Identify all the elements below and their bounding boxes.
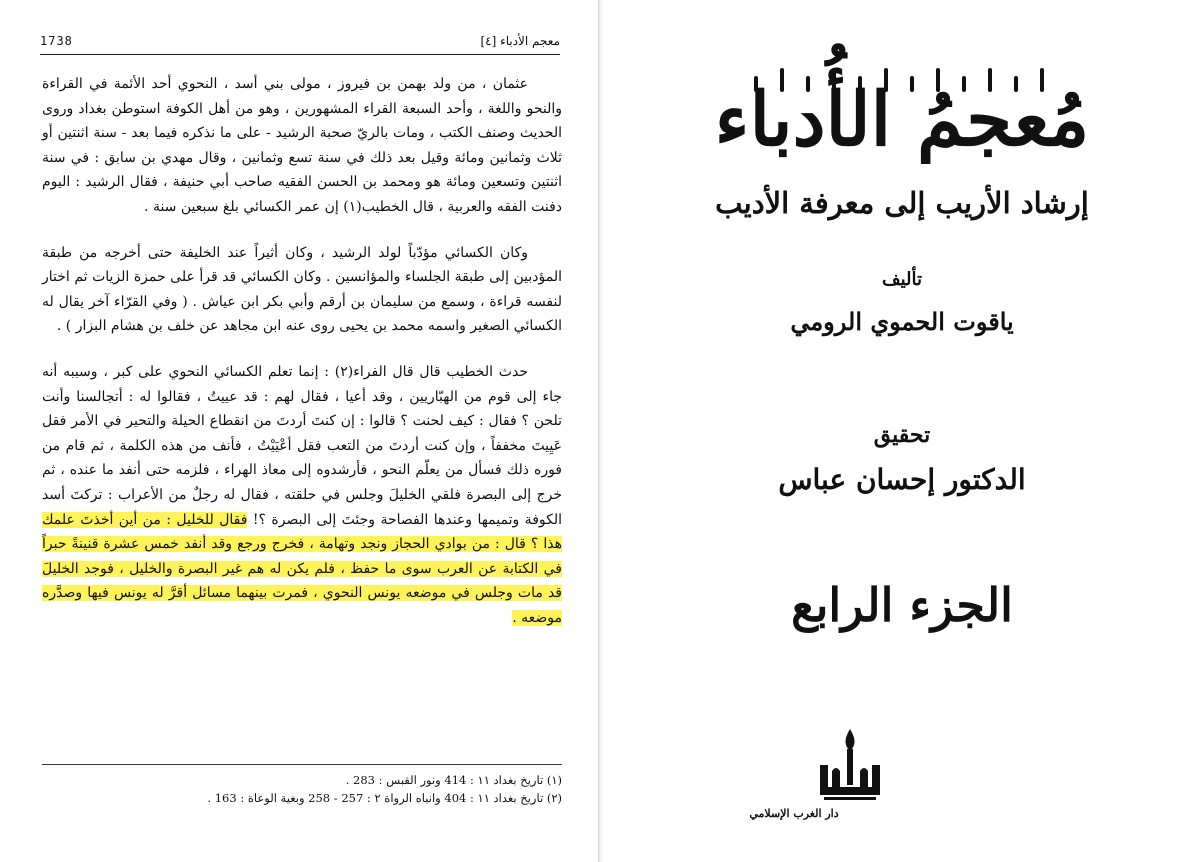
right-page xyxy=(604,0,1200,862)
editor-name: الدكتور إحسان عباس xyxy=(778,463,1026,496)
footnote: (١) تاريخ بغداد ١١ : 414 ونور القبس : 283 . xyxy=(345,773,562,787)
book-subtitle: إرشاد الأريب إلى معرفة الأديب xyxy=(715,186,1089,220)
footnotes xyxy=(42,764,562,807)
volume-label: الجزء الرابع xyxy=(791,578,1013,632)
body-text xyxy=(42,72,562,630)
footnote: (٢) تاريخ بغداد ١١ : 404 وانباه الرواة ٢ : 257 - 258 وبغية الوعاة : 163 . xyxy=(207,791,562,805)
paragraph-text: حدث الخطيب قال قال الفراء(٢) : إنما تعلم الكسائي النحوي على كبر ، وسببه أنه جاء إلى قوم من الهبّاريين ، وقد أعيا ، فقال لهم : قد عييتُ ، فقالوا له : أتجالسنا وأنت تلحن ؟ فقال : كيف لحنت ؟ قالوا : إن كنتَ أردتَ من انقطاع الحيلة والتحير في الأمر فقل عَيِيتَ مخففاً ، وإن كنت أردتَ من التعب فقل أعْيَيْتُ ، فأنف من هذه الكلمة ، ثم قام من فوره ذلك فسأل من يعلّم النحو ، فأرشدوه إلى معاذ الهراء ، فلزمه حتى أنفد ما عنده ، ثم خرج إلى البصرة فلقي الخليلَ وجلس في حلقته ، فقال له رجلٌ من الأعراب : تركتَ أسد الكوفة وتميمها وعندها الفصاحة وجئتَ إلى البصرة ؟! xyxy=(42,363,563,528)
publisher-logo-icon xyxy=(810,725,890,803)
paragraph: عثمان ، من ولد بهمن بن فيروز ، مولى بني أسد ، النحوي أحد الأئمة في القراءة والنحو واللغة ، وأحد السبعة القراء المشهورين ، وهو من أهل الكوفة استوطن بغداد وروى الحديث وصنف الكتب ، ومات بالريّ صحبة الرشيد - على ما نذكره فيما بعد - سنة اثنتين أو ثلاث وثمانين ومائة وقيل بعد ذلك في سنة تسع وثمانين ، وقال مهدي بن سابق : في سنة اثنتين وتسعين ومائة هو ومحمد بن الحسن الفقيه صاحب أبي حنيفة ، فقال الرشيد : اليوم دفنت الفقه والعربية ، قال الخطيب(١) إن عمر الكسائي بلغ سبعين سنة . xyxy=(42,76,562,215)
editor-label: تحقيق xyxy=(873,422,931,448)
page-number: 1738 xyxy=(40,34,73,48)
author-label: تأليف xyxy=(881,269,923,290)
book-title: مُعجمُ الأُدباء xyxy=(714,77,1090,163)
author-name: ياقوت الحموي الرومي xyxy=(790,307,1014,336)
publisher-name: دار الغرب الإسلامي xyxy=(749,807,839,820)
paragraph-with-highlight xyxy=(42,360,562,631)
paragraph: وكان الكسائي مؤدّباً لولد الرشيد ، وكان أثيراً عند الخليفة حتى أخرجه من طبقة المؤدبين إلى طبقة الجلساء والمؤانسين . وكان الكسائي قد قرأ على حمزة الزيات ثم اختار لنفسه قراءة ، وسمع من سليمان بن أرقم وأبي بكر ابن عياش . ( وفي القرّاء آخر يقال له الكسائي الصغير واسمه محمد بن يحيى روى عنه ابن مجاهد عن خلف بن هشام البزار ) . xyxy=(42,244,562,335)
highlighted-passage: فقال للخليل : من أين أخذتَ علمك هذا ؟ قال : من بوادي الحجاز ونجد وتهامة ، فخرج ورجع وقد أنفد خمس عشرة قنينةً حبراً في الكتابة عن العرب سوى ما حفظ ، فلم يكن له هم غير البصرة والخليل ، فوجد الخليلَ قد مات وجلس في موضعه يونس النحوي ، فمرت بينهما مسائل أقرَّ له يونس فيها وصدَّره موضعه . xyxy=(42,511,562,626)
running-title: معجم الأدباء [٤] xyxy=(480,34,560,48)
running-head xyxy=(40,34,560,55)
left-page xyxy=(0,0,598,862)
